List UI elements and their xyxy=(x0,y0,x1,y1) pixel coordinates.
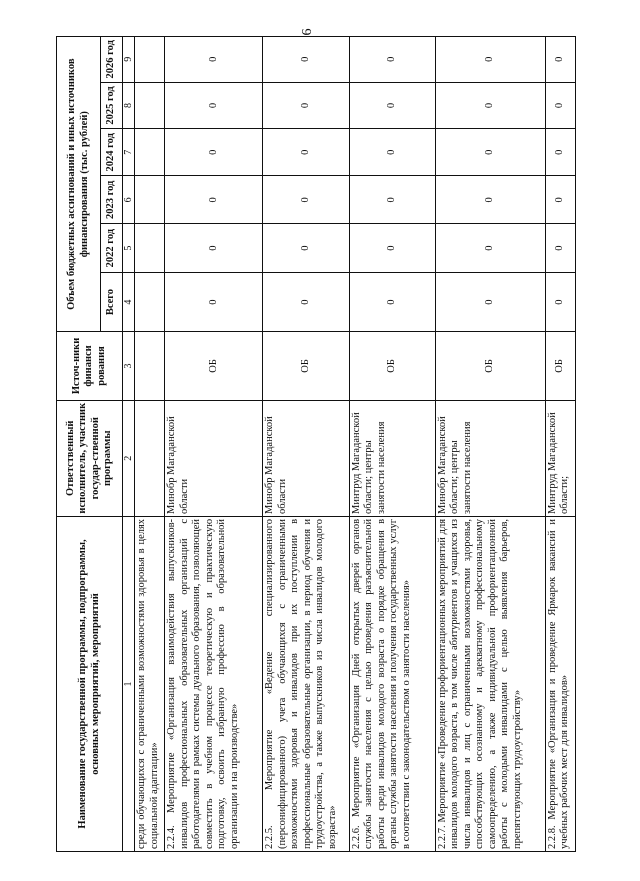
header-2026: 2026 год xyxy=(101,37,123,83)
row-value-2024: 0 xyxy=(263,129,349,176)
row-responsible: Минтруд Магаданской области; центры занятости населения xyxy=(349,400,435,516)
row-source: ОБ xyxy=(165,332,263,400)
row-source: ОБ xyxy=(349,332,435,400)
row-name: 2.2.6. Мероприятие «Организация Дней открытых дверей органов службы занятости населения с целью проведения разъяснительной работы среди инвалидов молодого возраста о порядке обращения в органы службы занятости населения и получения государственных услуг в соответствии с законодательством о занятости населения» xyxy=(349,516,435,851)
row-value-total: 0 xyxy=(165,272,263,332)
column-number: 4 xyxy=(123,272,135,332)
row-name: 2.2.8. Мероприятие «Организация и проведение Ярмарок вакансий и учебных рабочих мест для инвалидов» xyxy=(545,516,575,851)
row-value-2024 xyxy=(135,129,165,176)
row-value-2023: 0 xyxy=(165,176,263,224)
header-responsible: Ответственный исполнитель, участник государ-ственной программы xyxy=(57,400,123,516)
row-value-2025 xyxy=(135,82,165,129)
column-number: 6 xyxy=(123,176,135,224)
row-value-2026: 0 xyxy=(435,37,545,83)
header-budget-group: Объем бюджетных ассигнований и иных источников финансирования (тыс. рублей) xyxy=(57,37,101,332)
row-source xyxy=(135,332,165,400)
column-number: 2 xyxy=(123,400,135,516)
row-value-2024: 0 xyxy=(545,129,575,176)
row-value-2024: 0 xyxy=(435,129,545,176)
row-value-2022 xyxy=(135,224,165,272)
row-value-2026 xyxy=(135,37,165,83)
row-source: ОБ xyxy=(263,332,349,400)
row-value-2025: 0 xyxy=(165,82,263,129)
row-responsible xyxy=(135,400,165,516)
header-source: Источ-ники финанси рования xyxy=(57,332,123,400)
row-value-2022: 0 xyxy=(435,224,545,272)
row-value-total: 0 xyxy=(349,272,435,332)
table-row xyxy=(435,37,545,852)
row-name: 2.2.5. Мероприятие «Ведение специализированного (персонифицированного) учета обучающихся с ограниченными возможностями здоровья и инвалидов при их поступлении в профессиональные образовательные организации, в период обучения и трудоустройства, а также выпускников из числа инвалидов молодого возраста» xyxy=(263,516,349,851)
row-responsible: Минобр Магаданской области; центры занятости населения xyxy=(435,400,545,516)
row-value-2024: 0 xyxy=(165,129,263,176)
row-responsible: Минобр Магаданской области xyxy=(263,400,349,516)
table-row xyxy=(165,37,263,852)
row-value-2022: 0 xyxy=(165,224,263,272)
row-value-2023: 0 xyxy=(435,176,545,224)
row-value-2026: 0 xyxy=(545,37,575,83)
row-responsible: Минтруд Магаданской области; xyxy=(545,400,575,516)
row-value-2024: 0 xyxy=(349,129,435,176)
program-financing-table xyxy=(56,36,576,852)
header-name: Наименование государственной программы, подпрограммы, основных мероприятий, мероприятий xyxy=(57,516,123,851)
header-2024: 2024 год xyxy=(101,129,123,176)
column-number: 8 xyxy=(123,82,135,129)
header-2023: 2023 год xyxy=(101,176,123,224)
row-value-2023: 0 xyxy=(263,176,349,224)
column-number: 9 xyxy=(123,37,135,83)
row-value-2023: 0 xyxy=(349,176,435,224)
row-value-2025: 0 xyxy=(545,82,575,129)
row-value-2026: 0 xyxy=(165,37,263,83)
row-value-2023 xyxy=(135,176,165,224)
header-2025: 2025 год xyxy=(101,82,123,129)
column-numbers-row xyxy=(123,37,135,852)
header-row-1 xyxy=(57,37,101,852)
header-2022: 2022 год xyxy=(101,224,123,272)
row-value-2022: 0 xyxy=(263,224,349,272)
row-value-total: 0 xyxy=(545,272,575,332)
column-number: 3 xyxy=(123,332,135,400)
page-number: 6 xyxy=(300,28,315,36)
table-row xyxy=(263,37,349,852)
column-number: 5 xyxy=(123,224,135,272)
row-source: ОБ xyxy=(545,332,575,400)
row-value-total: 0 xyxy=(435,272,545,332)
row-value-2026: 0 xyxy=(263,37,349,83)
program-table-sheet xyxy=(56,36,576,852)
table-row xyxy=(349,37,435,852)
row-value-2022: 0 xyxy=(349,224,435,272)
row-value-2025: 0 xyxy=(263,82,349,129)
row-name: среди обучающихся с ограниченными возможностями здоровья в целях социальной адаптации» xyxy=(135,516,165,851)
row-value-2025: 0 xyxy=(435,82,545,129)
table-row xyxy=(135,37,165,852)
row-value-2022: 0 xyxy=(545,224,575,272)
row-name: 2.2.7. Мероприятие «Проведение профориентационных мероприятий для инвалидов молодого возраста, в том числе абитуриентов и учащихся из числа инвалидов и лиц с ограниченными возможностями здоровья, способствующих осознанному и адекватному профессиональному самоопределению, а также индивидуальной профориентационной работы с молодыми инвалидами с целью выявления барьеров, препятствующих трудоустройству» xyxy=(435,516,545,851)
row-value-total xyxy=(135,272,165,332)
column-number: 1 xyxy=(123,516,135,851)
row-responsible: Минобр Магаданской области xyxy=(165,400,263,516)
row-value-total: 0 xyxy=(263,272,349,332)
column-number: 7 xyxy=(123,129,135,176)
row-source: ОБ xyxy=(435,332,545,400)
row-value-2025: 0 xyxy=(349,82,435,129)
header-total: Всего xyxy=(101,272,123,332)
table-row xyxy=(545,37,575,852)
row-value-2023: 0 xyxy=(545,176,575,224)
row-value-2026: 0 xyxy=(349,37,435,83)
row-name: 2.2.4. Мероприятие «Организация взаимодействия выпускников-инвалидов профессиональных образовательных организаций с работодателями в рамках системы дуального образования, позволяющей совместить в учебном процессе теоретическую и практическую подготовку, освоить избранную профессию в образовательной организации и на производстве» xyxy=(165,516,263,851)
